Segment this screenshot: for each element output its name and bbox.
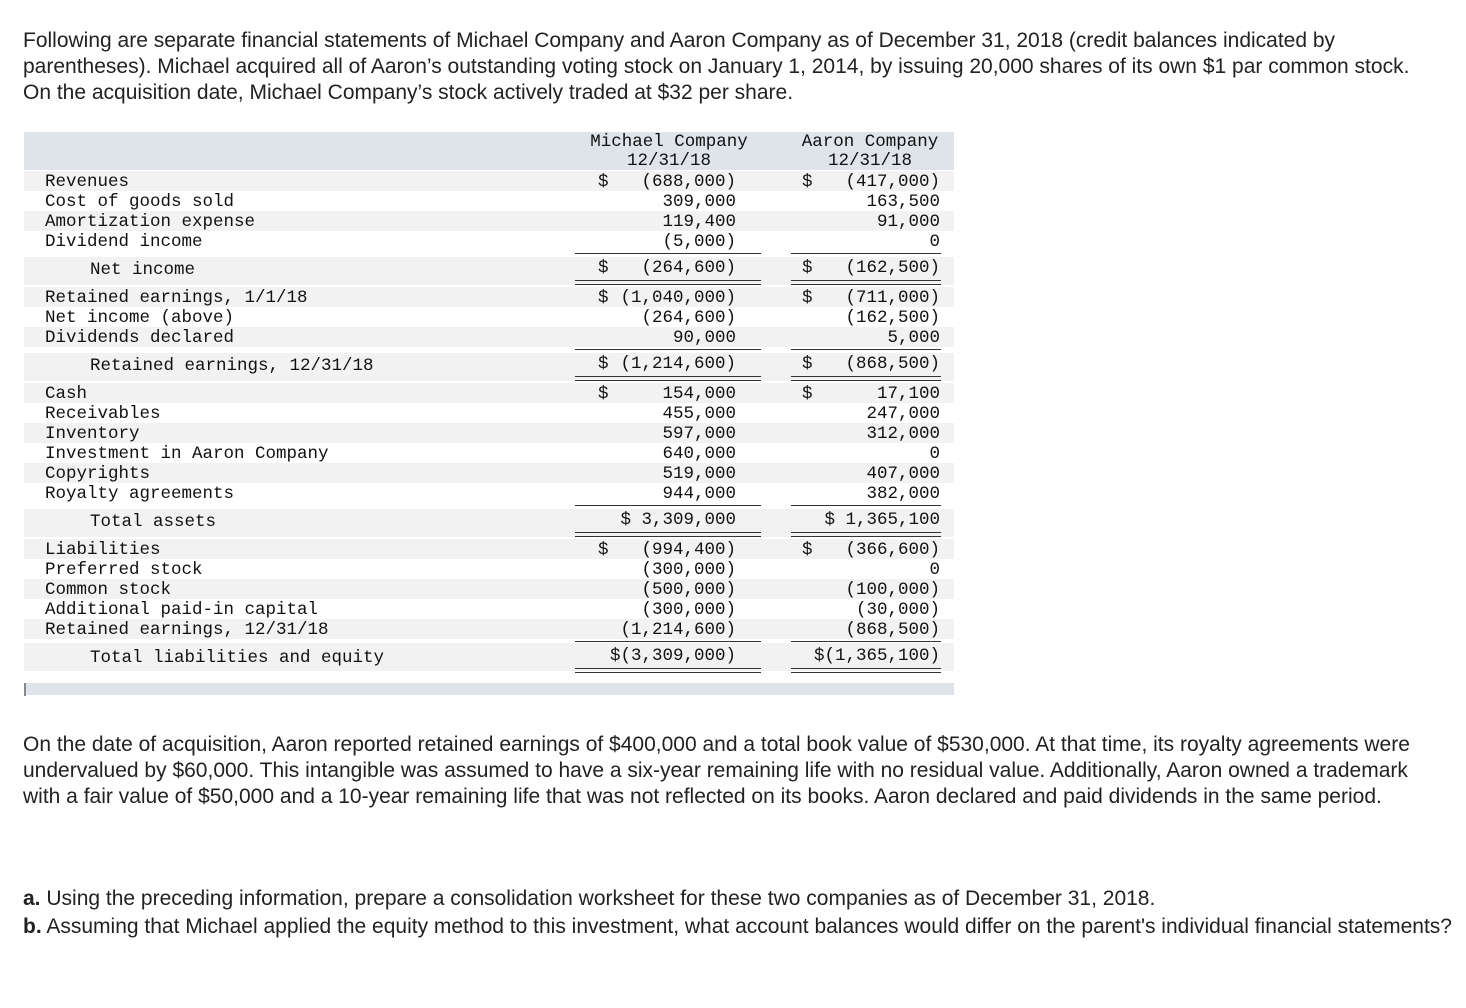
michael-value: 455,000 [662, 404, 736, 424]
michael-value: (1,214,600) [620, 620, 736, 640]
aaron-value: $ 1,365,100 [824, 510, 940, 530]
row-label: Dividend income [45, 232, 203, 252]
michael-value: 119,400 [662, 212, 736, 232]
row-label: Total assets [90, 512, 217, 532]
michael-value: 90,000 [672, 328, 736, 348]
aaron-value: (711,000) [845, 288, 940, 308]
michael-value: (1,040,000) [620, 288, 736, 308]
michael-value: 597,000 [662, 424, 736, 444]
question-a: a. Using the preceding information, prepare a consolidation worksheet for these two companies as of December 31, 2018. [23, 887, 1156, 910]
row-label: Investment in Aaron Company [45, 444, 329, 464]
michael-value: (300,000) [641, 600, 736, 620]
michael-value: (5,000) [662, 232, 736, 252]
row-label: Total liabilities and equity [90, 648, 385, 668]
aaron-value: (162,500) [845, 308, 940, 328]
row-label: Revenues [45, 172, 130, 192]
aaron-value: 382,000 [866, 484, 940, 504]
row-label: Additional paid-in capital [45, 600, 319, 620]
row-label: Preferred stock [45, 560, 203, 580]
michael-value: 154,000 [662, 384, 736, 404]
michael-value: (264,600) [641, 308, 736, 328]
aaron-value: (868,500) [845, 620, 940, 640]
michael-value: (300,000) [641, 560, 736, 580]
aaron-value: (30,000) [855, 600, 940, 620]
michael-value: (1,214,600) [620, 354, 736, 374]
michael-value: (500,000) [641, 580, 736, 600]
row-label: Cash [45, 384, 88, 404]
aaron-value: 17,100 [876, 384, 940, 404]
aaron-value: $(1,365,100) [813, 646, 940, 666]
column-header-aaron: Aaron Company 12/31/18 [801, 132, 939, 171]
michael-value: (994,400) [641, 540, 736, 560]
row-label: Inventory [45, 424, 140, 444]
aaron-value: (366,600) [845, 540, 940, 560]
question-b: b. Assuming that Michael applied the equity method to this investment, what account balances would differ on the parent's individual financial statements? [23, 915, 1452, 938]
aaron-value: (417,000) [845, 172, 940, 192]
intro-paragraph: Following are separate financial statements of Michael Company and Aaron Company as of December 31, 2018 (credit balances indicated by parentheses). Michael acquired all of Aaron’s outstanding voting stock on January 1, 2014, by issuing 20,000 shares of its own $1 par common stock. On the acquisition date, Michael Company’s stock actively traded at $32 per share. [23, 29, 1410, 104]
michael-value: (264,600) [641, 258, 736, 278]
michael-value: (688,000) [641, 172, 736, 192]
row-label: Retained earnings, 12/31/18 [45, 620, 329, 640]
aaron-value: 91,000 [876, 212, 940, 232]
michael-value: 519,000 [662, 464, 736, 484]
michael-value: 944,000 [662, 484, 736, 504]
aaron-value: 0 [929, 444, 940, 464]
aaron-value: 0 [929, 232, 940, 252]
row-label: Royalty agreements [45, 484, 235, 504]
michael-value: $(3,309,000) [609, 646, 736, 666]
acquisition-details-paragraph: On the date of acquisition, Aaron reported retained earnings of $400,000 and a total book value of $530,000. At that time, its royalty agreements were undervalued by $60,000. This intangible was assumed to have a six-year remaining life with no residual value. Additionally, Aaron owned a trademark with a fair value of $50,000 and a 10-year remaining life that was not reflected on its books. Aaron declared and paid dividends in the same period. [23, 733, 1410, 808]
row-label: Net income (above) [45, 308, 235, 328]
michael-value: 309,000 [662, 192, 736, 212]
aaron-value: 163,500 [866, 192, 940, 212]
aaron-value: 312,000 [866, 424, 940, 444]
aaron-value: 5,000 [887, 328, 940, 348]
row-label: Liabilities [45, 540, 161, 560]
row-label: Dividends declared [45, 328, 235, 348]
aaron-value: (868,500) [845, 354, 940, 374]
row-label: Copyrights [45, 464, 151, 484]
column-header-michael: Michael Company 12/31/18 [590, 132, 748, 171]
row-label: Common stock [45, 580, 172, 600]
row-label: Retained earnings, 1/1/18 [45, 288, 308, 308]
row-label: Amortization expense [45, 212, 256, 232]
row-label: Retained earnings, 12/31/18 [90, 356, 374, 376]
table-footer-bar [24, 683, 954, 695]
aaron-value: 407,000 [866, 464, 940, 484]
aaron-value: 0 [929, 560, 940, 580]
michael-value: 640,000 [662, 444, 736, 464]
aaron-value: 247,000 [866, 404, 940, 424]
aaron-value: (100,000) [845, 580, 940, 600]
aaron-value: (162,500) [845, 258, 940, 278]
michael-value: $ 3,309,000 [620, 510, 736, 530]
financial-statements-table: Michael Company 12/31/18 Aaron Company 12/31/18 Revenues $ (688,000) $ (417,000) Cost of goods sold 309,000 163,500 Amortization expense 119,400 91,000 Dividend income (5,000) 0 Net income $ (264,600) $ (162,500) Retained earnings, 1/1/18 (1,040,000) $ (711,000) $ Net income (above) (264,600) (162,500) Dividends declared 90,000 5,000 Retained earnings, 12/31/18 $ (1,214,600) $ (868,500) Cash $ 154,000 $ 17,100 Receivables 455,000 247,000 Inventory 597,000 312,000 Investment in Aaron Company 640,000 0 Copyrights 519,000 407,000 Royalty agreements 944,000 382,000 Total assets $ 3,309,000 $ 1,365,100 Liabilities $ (994,400) $ (366,600) Preferred stock (300,000) 0 Common stock (500,000) (100,000) Additional paid-in capital (300,000) (30,000) Retained earnings, 12/31/18 (1,214,600) (868,500) Total liabilities and equity $(3,309,000) $(1,365,100) [24, 132, 954, 696]
row-label: Net income [90, 260, 196, 280]
row-label: Cost of goods sold [45, 192, 235, 212]
row-label: Receivables [45, 404, 161, 424]
